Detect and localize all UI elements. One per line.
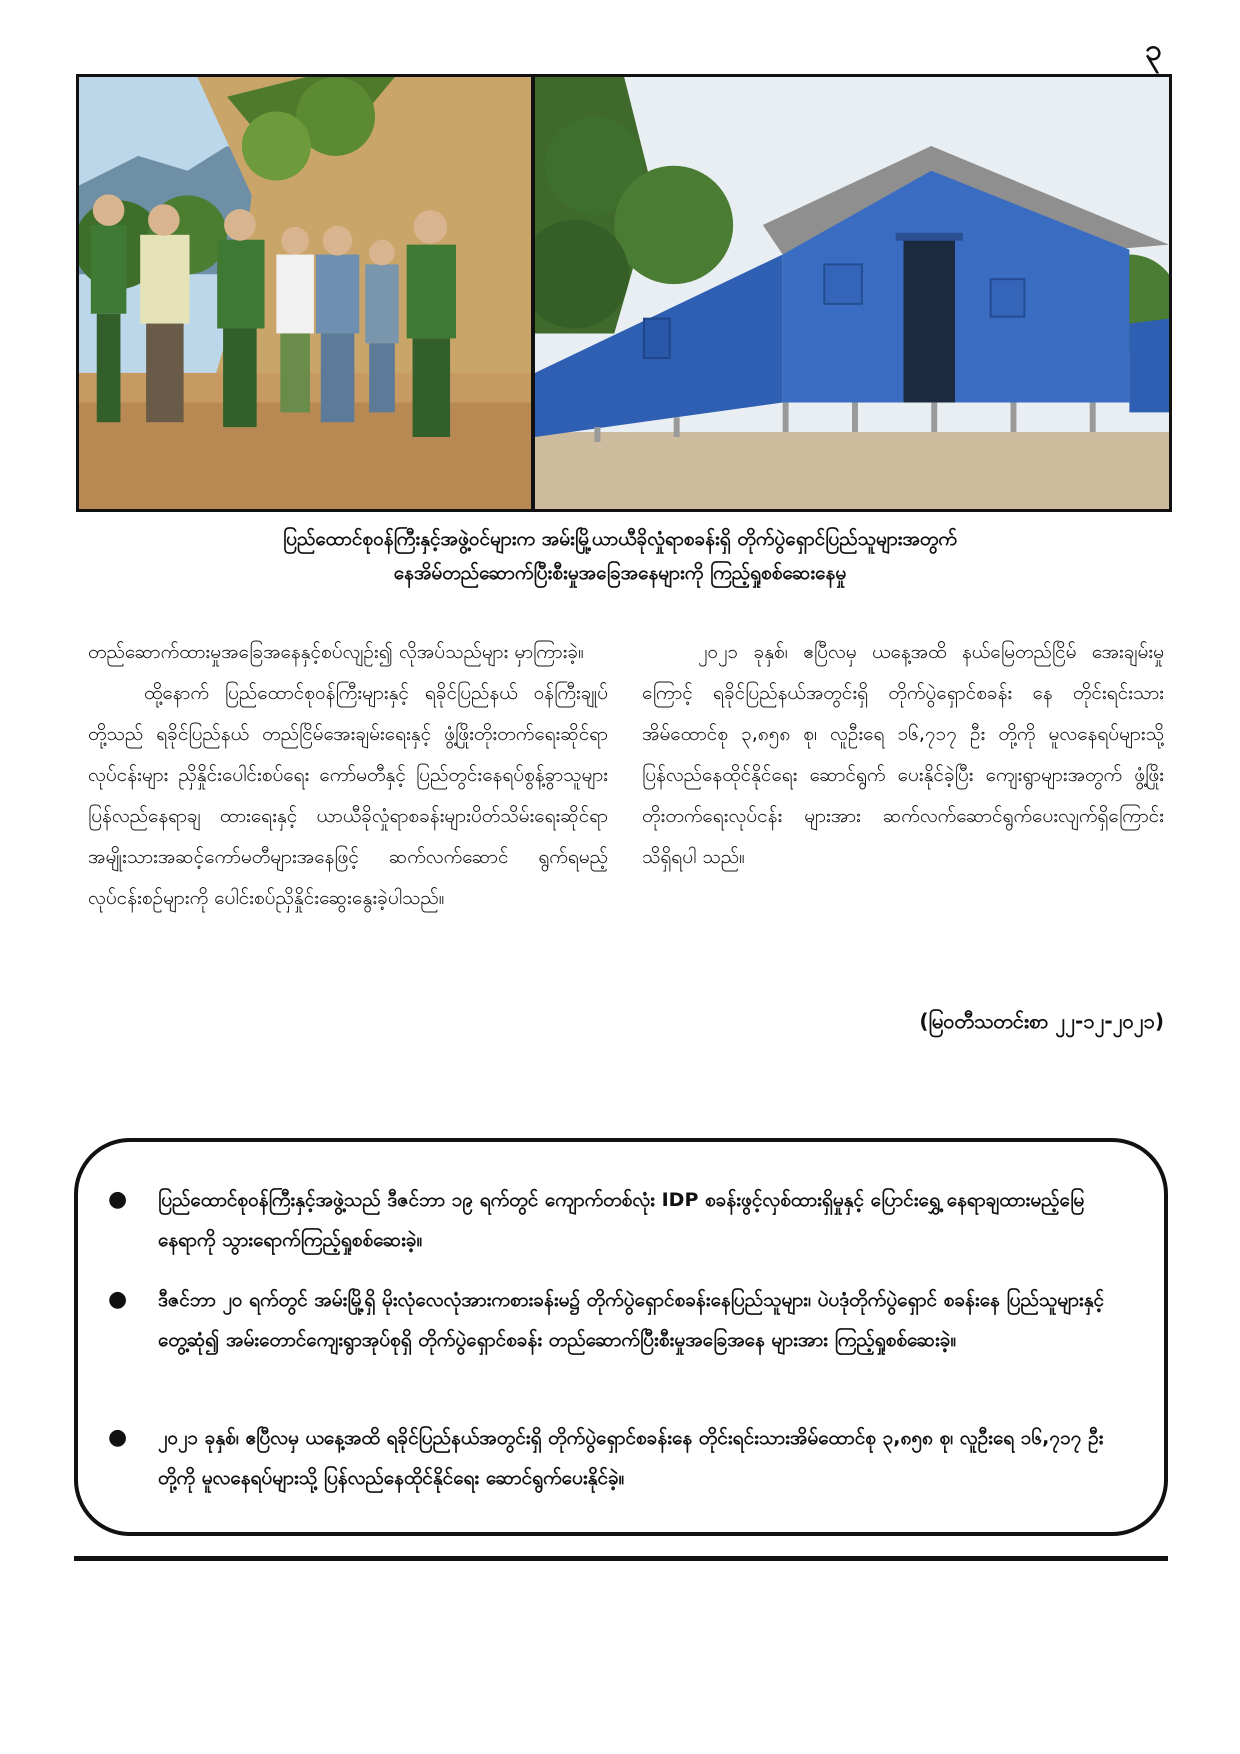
bullet-icon: ●: [108, 1187, 128, 1212]
page-number: ၃: [1145, 33, 1162, 68]
summary-item-text: ပြည်ထောင်စုဝန်ကြီးနှင့်အဖွဲ့သည် ဒီဇင်ဘာ ၁၉ ရက်တွင် ကျောက်တစ်လုံး IDP စခန်းဖွင့်လှစ်ထားရှိမှုနှင့် ပြောင်းရွှေ့ နေရာချထားမည့်မြေနေရာကို သွားရောက်ကြည့်ရှုစစ်ဆေးခဲ့။: [158, 1189, 1085, 1251]
inspection-photo: [76, 74, 534, 512]
summary-item-text: ၂၀၂၁ ခုနှစ်၊ ဧပြီလမှ ယနေ့အထိ ရခိုင်ပြည်နယ်အတွင်းရှိ တိုက်ပွဲရှောင်စခန်းနေ တိုင်းရင်းသားအိမ်ထောင်စု ၃,၈၅၈ စု၊ လူဦးရေ ၁၆,၇၁၇ ဦးတို့ကို မူလနေရပ်များသို့ ပြန်လည်နေထိုင်နိုင်ရေး ဆောင်ရွက်ပေးနိုင်ခဲ့။: [158, 1427, 1104, 1489]
summary-item: [108, 1180, 1118, 1260]
source-credit: (မြဝတီသတင်းစာ ၂၂-၁၂-၂၀၂၁): [919, 1009, 1164, 1033]
bottom-divider: [74, 1556, 1168, 1561]
summary-box: [74, 1138, 1168, 1536]
shelter-photo: [532, 74, 1172, 512]
inspection-photo-graphic: [79, 77, 531, 509]
left-paragraph-1: တည်ဆောက်ထားမှုအခြေအနေနှင့်စပ်လျဉ်း၍ လိုအပ်သည်များ မှာကြားခဲ့။: [88, 641, 584, 663]
summary-item-text: ဒီဇင်ဘာ ၂၀ ရက်တွင် အမ်းမြို့ရှိ မိုးလုံလေလုံအားကစားခန်းမ၌ တိုက်ပွဲရှောင်စခန်းနေပြည်သူများ၊ ပဲပဒုံတိုက်ပွဲရှောင် စခန်းနေ ပြည်သူများနှင့်တွေ့ဆုံ၍ အမ်းတောင်ကျေးရွာအုပ်စုရှိ တိုက်ပွဲရှောင်စခန်း တည်ဆောက်ပြီးစီးမှုအခြေအနေ များအား ကြည့်ရှုစစ်ဆေးခဲ့။: [158, 1289, 1105, 1351]
article-column-right: [642, 632, 1164, 878]
article-column-left: [88, 632, 608, 919]
right-paragraph-1: ၂၀၂၁ ခုနှစ်၊ ဧပြီလမှ ယနေ့အထိ နယ်မြေတည်ငြိမ် အေးချမ်းမှုကြောင့် ရခိုင်ပြည်နယ်အတွင်းရှိ တိုက်ပွဲရှောင်စခန်း နေ တိုင်းရင်းသားအိမ်ထောင်စု ၃,၈၅၈ စု၊ လူဦးရေ ၁၆,၇၁၇ ဦး တို့ကို မူလနေရပ်များသို့ ပြန်လည်နေထိုင်နိုင်ရေး ဆောင်ရွက် ပေးနိုင်ခဲ့ပြီး ကျေးရွာများအတွက် ဖွံ့ဖြိုးတိုးတက်ရေးလုပ်ငန်း များအား ဆက်လက်ဆောင်ရွက်ပေးလျက်ရှိကြောင်း သိရှိရပါ သည်။: [642, 641, 1164, 868]
caption-line-1: ပြည်ထောင်စုဝန်ကြီးနှင့်အဖွဲ့ဝင်များက အမ်းမြို့ယာယီခိုလှုံရာစခန်းရှိ တိုက်ပွဲရှောင်ပြည်သူများအတွက်: [282, 528, 958, 550]
photo-caption: [100, 522, 1140, 590]
summary-item: [108, 1280, 1118, 1360]
bullet-icon: ●: [108, 1425, 128, 1450]
left-paragraph-2: ထို့နောက် ပြည်ထောင်စုဝန်ကြီးများနှင့် ရခိုင်ပြည်နယ် ဝန်ကြီးချုပ်တို့သည် ရခိုင်ပြည်နယ် တည်ငြိမ်အေးချမ်းရေးနှင့် ဖွံ့ဖြိုးတိုးတက်ရေးဆိုင်ရာလုပ်ငန်းများ ညှိနှိုင်းပေါင်းစပ်ရေး ကော်မတီနှင့် ပြည်တွင်းနေရပ်စွန့်ခွာသူများ ပြန်လည်နေရာချ ထားရေးနှင့် ယာယီခိုလှုံရာစခန်းများပိတ်သိမ်းရေးဆိုင်ရာ အမျိုးသားအဆင့်ကော်မတီများအနေဖြင့် ဆက်လက်ဆောင် ရွက်ရမည့်လုပ်ငန်းစဉ်များကို ပေါင်းစပ်ညှိနှိုင်းဆွေးနွေးခဲ့ပါသည်။: [88, 682, 608, 909]
bullet-icon: ●: [108, 1287, 128, 1312]
shelter-photo-graphic: [535, 77, 1169, 509]
caption-line-2: နေအိမ်တည်ဆောက်ပြီးစီးမှုအခြေအနေများကို ကြည့်ရှုစစ်ဆေးနေမှု: [393, 562, 847, 584]
summary-item: [108, 1418, 1118, 1498]
